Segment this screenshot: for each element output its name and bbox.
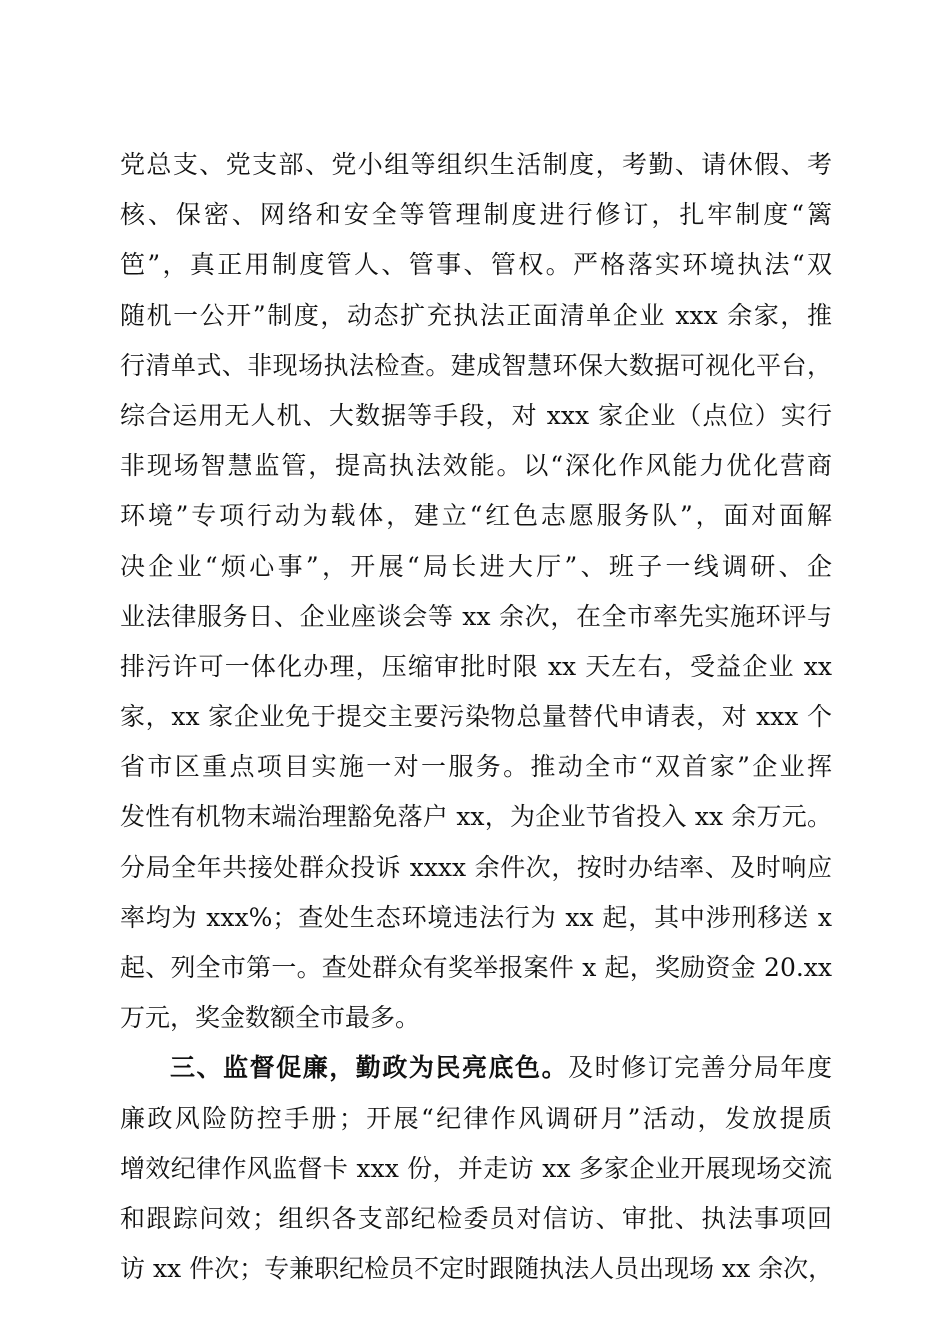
text-line: 和跟踪问效；组织各支部纪检委员对信访、审批、执法事项回 <box>120 1203 832 1233</box>
text-line: 省市区重点项目实施一对一服务。推动全市“双首家”企业挥 <box>120 752 832 782</box>
paragraph-1 <box>120 140 832 1043</box>
text-line: 廉政风险防控手册；开展“纪律作风调研月”活动，发放提质 <box>120 1103 832 1133</box>
text-line: 家，xx 家企业免于提交主要污染物总量替代申请表，对 xxx 个 <box>120 702 832 732</box>
heading-line <box>120 1043 832 1093</box>
text-line: 分局全年共接处群众投诉 xxxx 余件次，按时办结率、及时响应 <box>120 852 832 882</box>
text-line: 随机一公开”制度，动态扩充执法正面清单企业 xxx 余家，推 <box>120 300 832 330</box>
text-line: 增效纪律作风监督卡 xxx 份，并走访 xx 多家企业开展现场交流 <box>120 1153 832 1183</box>
text-line: 访 xx 件次；专兼职纪检员不定时跟随执法人员出现场 xx 余次， <box>120 1254 834 1284</box>
paragraph-2 <box>120 1043 832 1294</box>
text-line: 非现场智慧监管，提高执法效能。以“深化作风能力优化营商 <box>120 451 832 481</box>
text-line: 综合运用无人机、大数据等手段，对 xxx 家企业（点位）实行 <box>120 400 832 430</box>
text-line: 行清单式、非现场执法检查。建成智慧环保大数据可视化平台， <box>120 350 832 380</box>
text-line: 核、保密、网络和安全等管理制度进行修订，扎牢制度“篱 <box>120 200 832 230</box>
text-line: 发性有机物末端治理豁免落户 xx，为企业节省投入 xx 余万元。 <box>120 802 832 832</box>
text-line: 起、列全市第一。查处群众有奖举报案件 x 起，奖励资金 20.xx <box>120 953 832 982</box>
text-line: 率均为 xxx%；查处生态环境违法行为 xx 起，其中涉刑移送 x <box>120 902 832 932</box>
text-line: 决企业“烦心事”，开展“局长进大厅”、班子一线调研、企 <box>120 551 832 581</box>
text-line: 万元，奖金数额全市最多。 <box>120 1003 421 1033</box>
text-line: 笆”，真正用制度管人、管事、管权。严格落实环境执法“双 <box>120 250 832 280</box>
section-heading: 三、监督促廉，勤政为民亮底色。 <box>170 1053 569 1083</box>
text-line: 排污许可一体化办理，压缩审批时限 xx 天左右，受益企业 xx <box>120 651 832 681</box>
text-line: 环境”专项行动为载体，建立“红色志愿服务队”，面对面解 <box>120 501 832 531</box>
document-body <box>120 140 832 1294</box>
text-line: 党总支、党支部、党小组等组织生活制度，考勤、请休假、考 <box>120 150 832 179</box>
text-line: 业法律服务日、企业座谈会等 xx 余次，在全市率先实施环评与 <box>120 601 832 631</box>
heading-line-rest: 及时修订完善分局年度 <box>568 1053 832 1083</box>
